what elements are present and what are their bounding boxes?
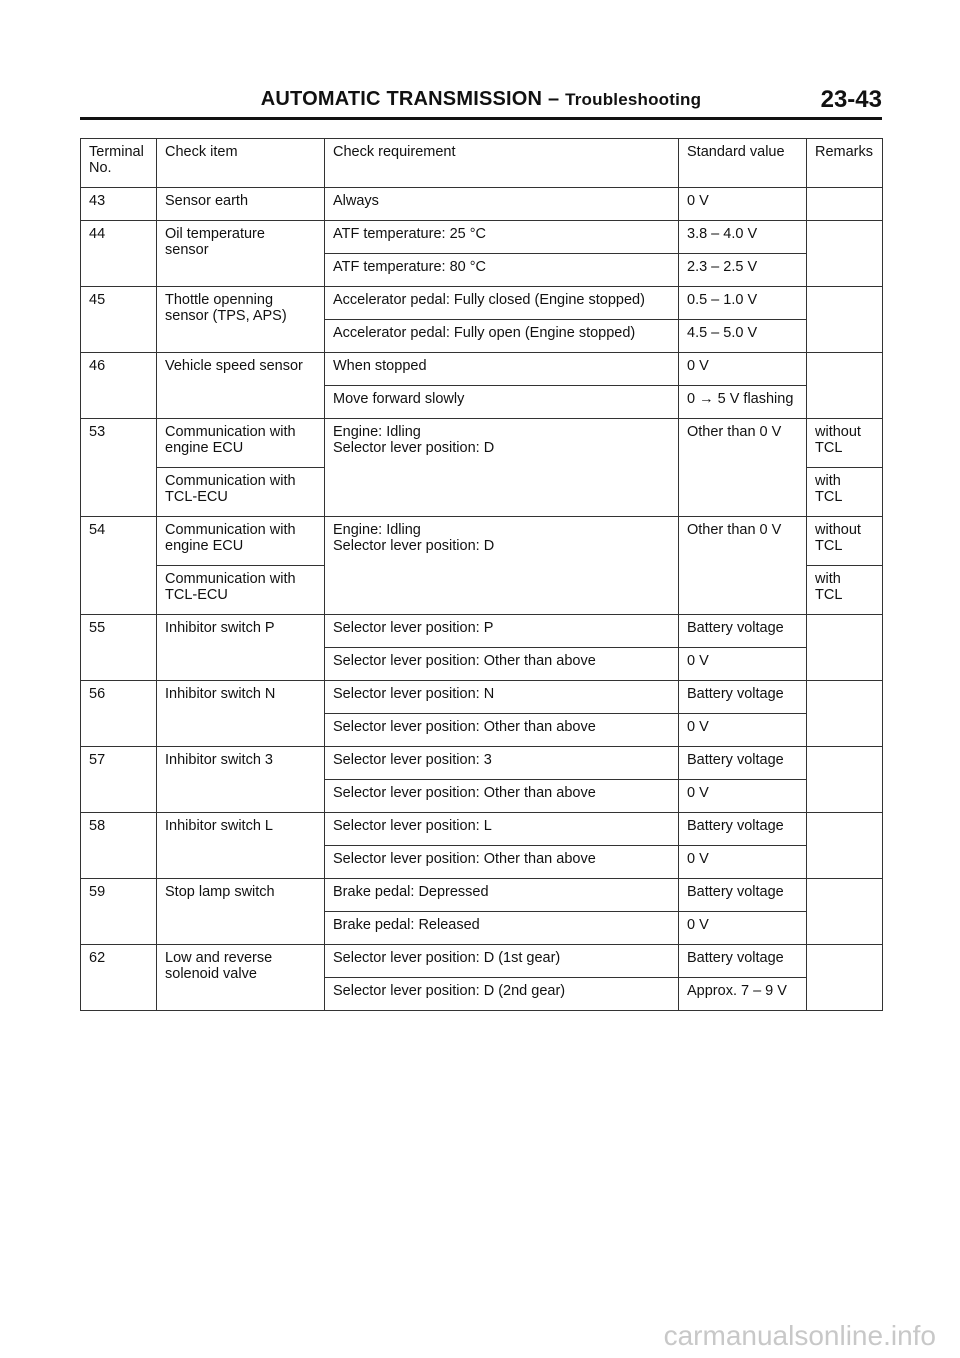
standard-value: Battery voltage [679,681,807,714]
check-requirement: Selector lever position: Other than above [325,714,679,747]
check-requirement: Always [325,188,679,221]
table-row [81,287,883,320]
terminal-no: 43 [81,188,157,221]
standard-value: Approx. 7 – 9 V [679,978,807,1011]
remarks [807,188,883,221]
terminal-no: 58 [81,813,157,879]
table-row [81,615,883,648]
remarks [807,353,883,419]
check-item: Communication with engine ECU [157,517,325,566]
terminal-no: 44 [81,221,157,287]
standard-value: 0.5 – 1.0 V [679,287,807,320]
remarks [807,287,883,353]
remarks [807,221,883,287]
check-item: Stop lamp switch [157,879,325,945]
standard-value: Other than 0 V [679,517,807,615]
terminal-no: 62 [81,945,157,1011]
standard-value: 0 V [679,648,807,681]
check-requirement: Selector lever position: D (2nd gear) [325,978,679,1011]
remarks [807,945,883,1011]
standard-value: 0 V [679,714,807,747]
check-requirement: Selector lever position: Other than above [325,780,679,813]
check-requirement: ATF temperature: 80 °C [325,254,679,287]
title-separator: – [547,88,560,110]
check-item: Oil temperature sensor [157,221,325,287]
remarks: without TCL [807,419,883,468]
manual-title: AUTOMATIC TRANSMISSION [260,88,543,110]
standard-value: Battery voltage [679,945,807,978]
check-requirement: Selector lever position: D (1st gear) [325,945,679,978]
remarks [807,747,883,813]
check-requirement: Accelerator pedal: Fully open (Engine stopped) [325,320,679,353]
standard-value: 0 → 5 V flashing [679,386,807,419]
standard-value: Battery voltage [679,615,807,648]
standard-value: 2.3 – 2.5 V [679,254,807,287]
check-item: Inhibitor switch N [157,681,325,747]
header-remarks: Remarks [807,139,883,188]
page-number: 23-43 [820,86,882,113]
check-requirement: When stopped [325,353,679,386]
check-requirement: Move forward slowly [325,386,679,419]
check-item: Low and reverse solenoid valve [157,945,325,1011]
standard-value: 3.8 – 4.0 V [679,221,807,254]
table-row [81,221,883,254]
standard-value: 4.5 – 5.0 V [679,320,807,353]
terminal-check-table [80,138,883,1011]
header-rule [80,117,882,120]
standard-value: 0 V [679,912,807,945]
standard-value: 0 V [679,353,807,386]
table-header-row [81,139,883,188]
remarks [807,879,883,945]
check-requirement: Selector lever position: N [325,681,679,714]
table-row [81,188,883,221]
table-row [81,517,883,566]
terminal-no: 55 [81,615,157,681]
table-row [81,945,883,978]
check-item: Inhibitor switch 3 [157,747,325,813]
check-item: Communication with TCL-ECU [157,566,325,615]
remarks [807,615,883,681]
terminal-no: 56 [81,681,157,747]
check-requirement: Accelerator pedal: Fully closed (Engine stopped) [325,287,679,320]
check-item: Inhibitor switch P [157,615,325,681]
remarks [807,813,883,879]
check-item: Sensor earth [157,188,325,221]
check-item: Inhibitor switch L [157,813,325,879]
terminal-no: 54 [81,517,157,615]
check-requirement: Selector lever position: P [325,615,679,648]
table-row [81,353,883,386]
header-terminal-no: Terminal No. [81,139,157,188]
table-row [81,681,883,714]
terminal-no: 45 [81,287,157,353]
check-requirement: ATF temperature: 25 °C [325,221,679,254]
table-row [81,747,883,780]
header-standard-value: Standard value [679,139,807,188]
check-requirement: Selector lever position: Other than above [325,846,679,879]
standard-value: Other than 0 V [679,419,807,517]
table-row [81,813,883,846]
table-row [81,879,883,912]
check-item: Communication with engine ECU [157,419,325,468]
check-requirement: Engine: Idling Selector lever position: D [325,517,679,615]
remarks: without TCL [807,517,883,566]
check-requirement: Brake pedal: Depressed [325,879,679,912]
header-check-item: Check item [157,139,325,188]
watermark: carmanualsonline.info [663,1320,936,1351]
remarks: with TCL [807,468,883,517]
remarks [807,681,883,747]
table-row [81,419,883,468]
terminal-no: 59 [81,879,157,945]
check-item: Thottle openning sensor (TPS, APS) [157,287,325,353]
check-item: Communication with TCL-ECU [157,468,325,517]
check-requirement: Engine: Idling Selector lever position: D [325,419,679,517]
check-requirement: Brake pedal: Released [325,912,679,945]
check-item: Vehicle speed sensor [157,353,325,419]
standard-value: Battery voltage [679,879,807,912]
standard-value: 0 V [679,846,807,879]
page-header [80,86,882,118]
check-requirement: Selector lever position: 3 [325,747,679,780]
section-title [80,88,882,111]
check-requirement: Selector lever position: L [325,813,679,846]
section-subtitle: Troubleshooting [565,90,702,109]
standard-value: Battery voltage [679,747,807,780]
check-requirement: Selector lever position: Other than above [325,648,679,681]
terminal-no: 46 [81,353,157,419]
standard-value: Battery voltage [679,813,807,846]
terminal-no: 57 [81,747,157,813]
standard-value: 0 V [679,780,807,813]
remarks: with TCL [807,566,883,615]
terminal-no: 53 [81,419,157,517]
header-check-requirement: Check requirement [325,139,679,188]
standard-value: 0 V [679,188,807,221]
